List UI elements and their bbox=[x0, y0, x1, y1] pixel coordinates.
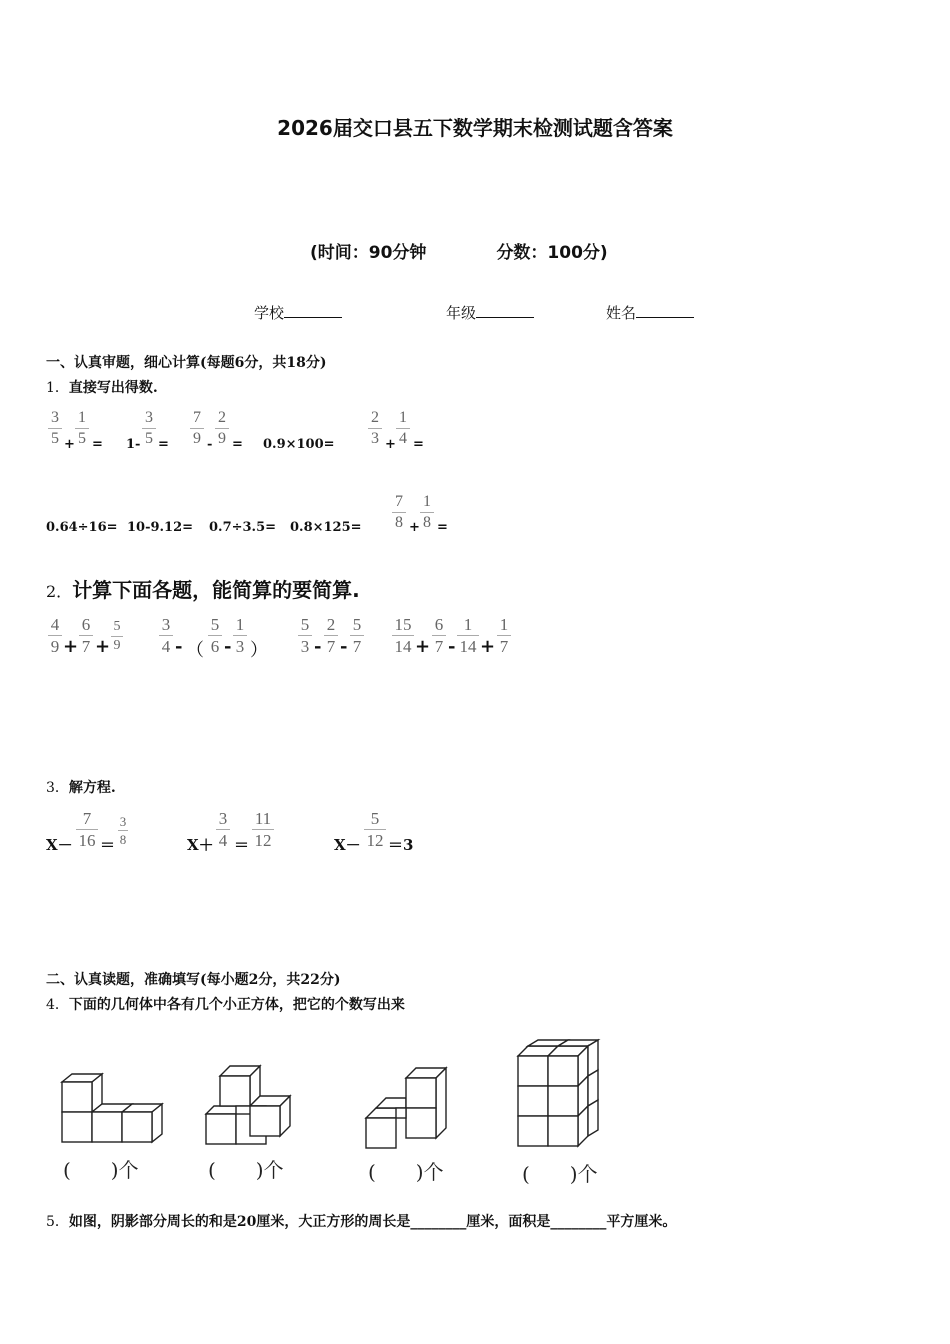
exam-time-score bbox=[310, 238, 608, 263]
fraction: 3 4 bbox=[159, 616, 173, 655]
equals: = bbox=[158, 437, 169, 452]
fraction: 3 5 bbox=[142, 410, 156, 447]
exam-time: (时间：90分钟 bbox=[310, 243, 427, 263]
equation-x: X＋ bbox=[187, 836, 214, 854]
operator: - bbox=[175, 636, 183, 657]
fraction: 5 3 bbox=[298, 616, 312, 655]
fraction: 3 8 bbox=[119, 814, 127, 847]
expression: 0.9×100= bbox=[263, 437, 335, 452]
answer-blank[interactable]: ( )个 bbox=[522, 1162, 598, 1186]
fraction: 15 14 bbox=[392, 616, 414, 655]
equals: ＝3 bbox=[388, 836, 414, 854]
fraction: 1 14 bbox=[457, 616, 479, 655]
operator: + bbox=[95, 636, 111, 657]
right-paren: ） bbox=[250, 640, 268, 661]
operator: - bbox=[340, 636, 348, 657]
equals: ＝ bbox=[100, 836, 116, 854]
answer-blank[interactable]: ( )个 bbox=[208, 1158, 284, 1182]
q3-text: 解方程. bbox=[68, 780, 116, 796]
fraction: 5 12 bbox=[364, 810, 386, 849]
equals: = bbox=[92, 437, 103, 452]
equals: = bbox=[437, 520, 448, 535]
fraction: 11 12 bbox=[252, 810, 274, 849]
question-2 bbox=[46, 574, 360, 603]
fraction: 3 4 bbox=[216, 810, 230, 849]
exam-score: 分数：100分) bbox=[496, 243, 608, 263]
fraction: 1 3 bbox=[233, 616, 247, 655]
answer-blank[interactable]: ( )个 bbox=[368, 1160, 444, 1184]
expression: 10-9.12= bbox=[127, 520, 194, 535]
fraction: 5 6 bbox=[208, 616, 222, 655]
cube-figure-3 bbox=[360, 1064, 456, 1152]
name-field bbox=[606, 302, 694, 323]
operator: + bbox=[480, 636, 496, 657]
fraction: 3 5 bbox=[48, 410, 62, 447]
q3-num: 3． bbox=[46, 780, 69, 796]
fraction: 6 7 bbox=[79, 616, 93, 655]
q4-text: 下面的几何体中各有几个小正方体，把它的个数写出来 bbox=[68, 997, 405, 1013]
expression: 0.8×125= bbox=[290, 520, 362, 535]
question-1 bbox=[46, 377, 158, 397]
fraction: 2 3 bbox=[368, 410, 382, 447]
expression: 0.64÷16= bbox=[46, 520, 118, 535]
question-5 bbox=[46, 1211, 676, 1231]
answer-blank[interactable]: ( )个 bbox=[63, 1158, 139, 1182]
question-4 bbox=[46, 994, 405, 1014]
cube-figure-4 bbox=[512, 1036, 608, 1156]
name-blank[interactable] bbox=[636, 303, 694, 318]
q1-num: 1． bbox=[46, 380, 69, 396]
equation-x: X－ bbox=[334, 836, 361, 854]
operator: + bbox=[415, 636, 431, 657]
equals: = bbox=[232, 437, 243, 452]
q1-text: 直接写出得数. bbox=[68, 380, 158, 396]
grade-field bbox=[446, 302, 534, 323]
name-label: 姓名 bbox=[606, 304, 637, 322]
cube-figure-1 bbox=[56, 1070, 168, 1148]
q2-num: 2． bbox=[46, 582, 73, 601]
equals: = bbox=[413, 437, 424, 452]
fraction: 6 7 bbox=[432, 616, 446, 655]
fraction: 5 7 bbox=[350, 616, 364, 655]
school-field bbox=[254, 302, 342, 323]
left-paren: （ bbox=[186, 640, 204, 661]
operator: + bbox=[385, 437, 396, 452]
fraction: 1 4 bbox=[396, 410, 410, 447]
fraction: 1 8 bbox=[420, 494, 434, 531]
question-3 bbox=[46, 777, 116, 797]
fraction: 7 9 bbox=[190, 410, 204, 447]
operator: - bbox=[207, 437, 213, 452]
equation-x: X－ bbox=[46, 836, 73, 854]
q5-num: 5． bbox=[46, 1214, 69, 1230]
fraction: 1 5 bbox=[75, 410, 89, 447]
fraction: 4 9 bbox=[48, 616, 62, 655]
operator: - bbox=[448, 636, 456, 657]
page-title: 2026届交口县五下数学期末检测试题含答案 bbox=[277, 116, 673, 140]
fraction: 5 9 bbox=[111, 620, 123, 653]
expression: 0.7÷3.5= bbox=[209, 520, 277, 535]
operator: + bbox=[63, 636, 79, 657]
operator: + bbox=[409, 520, 420, 535]
q2-text: 计算下面各题，能简算的要简算. bbox=[72, 578, 360, 602]
fraction: 1 7 bbox=[497, 616, 511, 655]
fraction: 7 16 bbox=[76, 810, 98, 849]
grade-blank[interactable] bbox=[476, 303, 534, 318]
grade-label: 年级 bbox=[446, 304, 477, 322]
school-label: 学校 bbox=[254, 304, 285, 322]
expr-prefix: 1- bbox=[126, 437, 141, 452]
section2-heading: 二、认真读题，准确填写(每小题2分，共22分) bbox=[46, 972, 341, 988]
q5-text: 如图，阴影部分周长的和是20厘米，大正方形的周长是________厘米，面积是________平方厘米。 bbox=[68, 1214, 677, 1230]
section1-heading: 一、认真审题，细心计算(每题6分，共18分) bbox=[46, 355, 327, 371]
equals: ＝ bbox=[234, 836, 250, 854]
cube-figure-2 bbox=[200, 1062, 300, 1150]
fraction: 7 8 bbox=[392, 494, 406, 531]
q4-num: 4． bbox=[46, 997, 69, 1013]
fraction: 2 7 bbox=[324, 616, 338, 655]
fraction: 2 9 bbox=[215, 410, 229, 447]
operator: - bbox=[314, 636, 322, 657]
operator: + bbox=[64, 437, 75, 452]
operator: - bbox=[224, 636, 232, 657]
school-blank[interactable] bbox=[284, 303, 342, 318]
